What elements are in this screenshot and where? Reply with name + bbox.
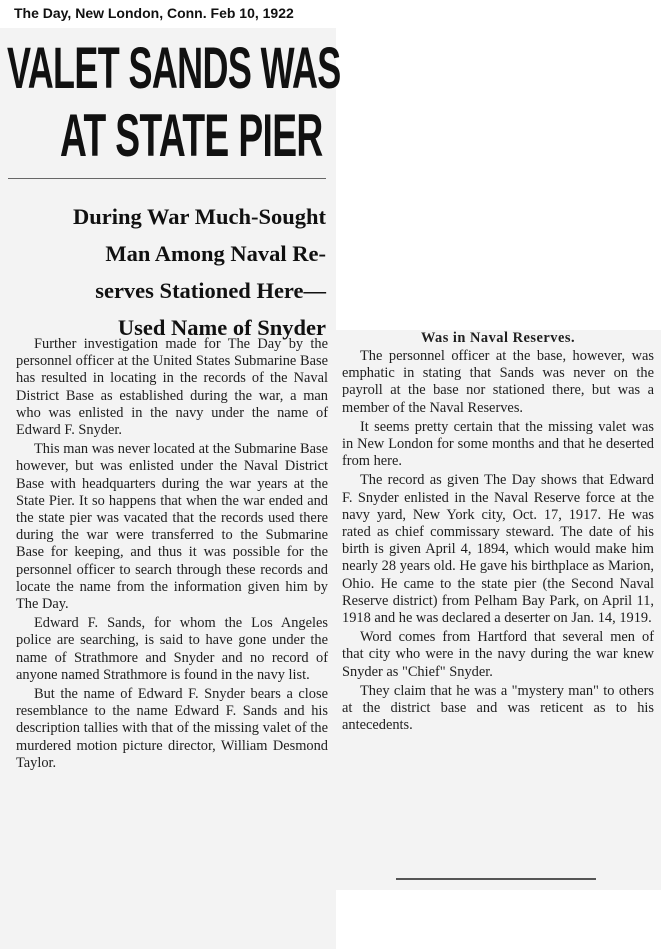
deck-line: serves Stationed Here— bbox=[95, 278, 326, 303]
left-body-text bbox=[16, 336, 328, 774]
right-body-text bbox=[342, 330, 654, 736]
headline-line-1: VALET SANDS WAS bbox=[7, 36, 341, 101]
paragraph: Edward F. Sands, for whom the Los Angeles police are searching, is said to have gone under the name of Strathmore and Snyder and no record of anyone named Strathmore is found in the navy list. bbox=[16, 615, 328, 683]
deck-line: Man Among Naval Re- bbox=[105, 241, 326, 266]
paragraph: This man was never located at the Submarine Base however, but was enlisted under the Naval District Base with headquarters during the war years at the State Pier. It so happens that when the war ended and the state pier was vacated that the records used there during the war were transferred to the Submarine Base for keeping, and thus it was possible for the personnel officer to search through these records and locate the name from the information given him by The Day. bbox=[16, 441, 328, 613]
paragraph: The record as given The Day shows that Edward F. Snyder enlisted in the Naval Reserve force at the navy yard, New York city, Oct. 17, 1917. He was rated as chief commissary steward. The date of his birth is given April 4, 1894, which would make him nearly 28 years old. He gave his birthplace as Marion, Ohio. He came to the state pier (the Second Naval Reserve district) from Pelham Bay Park, on April 11, 1918 and he was declared a deserter on Jan. 14, 1919. bbox=[342, 472, 654, 627]
paragraph: The personnel officer at the base, however, was emphatic in stating that Sands was never on the payroll at the base nor stationed there, but was a member of the Naval Reserves. bbox=[342, 348, 654, 416]
headline-divider bbox=[8, 178, 326, 179]
end-rule bbox=[396, 878, 596, 880]
deck-line: Used Name of Snyder bbox=[117, 315, 326, 340]
subhead: Was in Naval Reserves. bbox=[420, 330, 576, 346]
paragraph: They claim that he was a "mystery man" to others at the district base and was reticent as to his antecedents. bbox=[342, 682, 654, 734]
deck-line: During War Much-Sought bbox=[73, 204, 326, 229]
paragraph: But the name of Edward F. Snyder bears a close resemblance to the name Edward F. Sands and his description tallies with that of the missing valet of the murdered motion picture director, William Desmond Taylor. bbox=[16, 686, 328, 771]
headline-line-2: AT STATE PIER bbox=[60, 102, 323, 169]
paragraph: It seems pretty certain that the missing valet was in New London for some months and that he deserted from here. bbox=[342, 418, 654, 470]
article-right-column bbox=[336, 330, 661, 890]
paragraph: Further investigation made for The Day by the personnel officer at the United States Submarine Base has resulted in locating in the records of the Naval District Base as established during the war, a man who was enlisted in the navy under the name of Edward F. Snyder. bbox=[16, 336, 328, 439]
source-line: The Day, New London, Conn. Feb 10, 1922 bbox=[14, 5, 294, 21]
article-left-column bbox=[0, 28, 341, 949]
paragraph: Word comes from Hartford that several men of that city who were in the navy during the war knew Snyder as "Chief" Snyder. bbox=[342, 629, 654, 680]
deck-headline bbox=[8, 198, 326, 346]
